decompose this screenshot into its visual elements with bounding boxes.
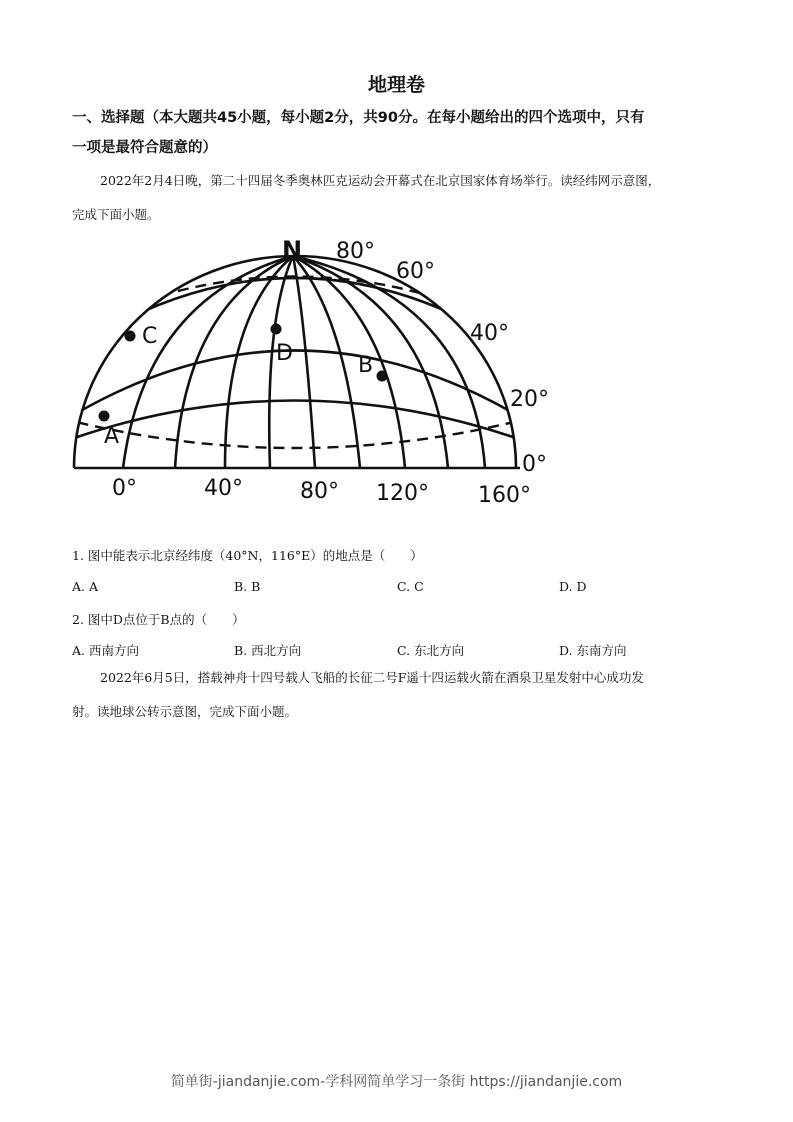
lon-label-40: 40° (204, 476, 243, 501)
question-1-option-a: A. A (72, 579, 99, 594)
page-title: 地理卷 (367, 74, 425, 96)
passage-2-line-2: 射。读地球公转示意图，完成下面小题。 (72, 704, 298, 719)
passage-2-line-1: 2022年6月5日，搭载神舟十四号载人飞船的长征二号F遥十四运载火箭在酒泉卫星发射中心成功发 (100, 670, 644, 685)
question-1-option-d: D. D (559, 579, 587, 594)
lat-label-80: 80° (336, 239, 375, 264)
question-1-option-b: B. B (234, 579, 261, 594)
passage-1 (72, 164, 724, 232)
passage-2 (72, 661, 724, 729)
lon-label-160: 160° (478, 483, 531, 508)
parallel-line (60, 278, 530, 358)
section-heading-line-2: 一项是最符合题意的） (72, 140, 217, 156)
point-c-label: C (142, 324, 158, 349)
question-2-stem: 2. 图中D点位于B点的（ ） (72, 612, 245, 627)
parallel-line (60, 351, 530, 424)
question-2-option-a: A. 西南方向 (72, 643, 139, 658)
lat-label-20: 20° (510, 387, 549, 412)
lat-label-40: 40° (470, 321, 509, 346)
lat-label-0: 0° (522, 452, 547, 477)
point-a-label: A (104, 424, 120, 449)
point-d-label: D (276, 341, 293, 366)
lon-label-0: 0° (112, 476, 137, 501)
question-1-option-c: C. C (397, 579, 424, 594)
point-d-marker (271, 324, 282, 335)
point-a-marker (99, 411, 110, 422)
point-c-marker (125, 331, 136, 342)
point-b-label: B (358, 353, 374, 378)
passage-1-line-1: 2022年2月4日晚，第二十四届冬季奥林匹克运动会开幕式在北京国家体育场举行。读经纬网示意图， (100, 173, 661, 188)
lon-label-80: 80° (300, 479, 339, 504)
passage-1-line-2: 完成下面小题。 (72, 207, 160, 222)
question-2-option-c: C. 东北方向 (397, 643, 465, 658)
lon-label-120: 120° (376, 481, 429, 506)
question-1-stem: 1. 图中能表示北京经纬度（40°N，116°E）的地点是（ ） (72, 548, 423, 563)
meridian-line (293, 256, 315, 468)
meridian-line (293, 256, 360, 468)
lat-label-60: 60° (396, 259, 435, 284)
north-pole-label: N (282, 236, 303, 264)
question-2-option-d: D. 东南方向 (559, 643, 627, 658)
parallel-line (60, 401, 530, 444)
section-heading-line-1: 一、选择题（本大题共45小题，每小题2分，共90分。在每小题给出的四个选项中，只有 (72, 110, 645, 126)
footer-watermark: 简单街-jiandanjie.com-学科网简单学习一条街 https://jiandanjie.com (170, 1074, 623, 1090)
question-2-option-b: B. 西北方向 (234, 643, 302, 658)
section-heading (72, 103, 722, 163)
graticule-diagram (60, 228, 560, 510)
point-b-marker (377, 371, 388, 382)
